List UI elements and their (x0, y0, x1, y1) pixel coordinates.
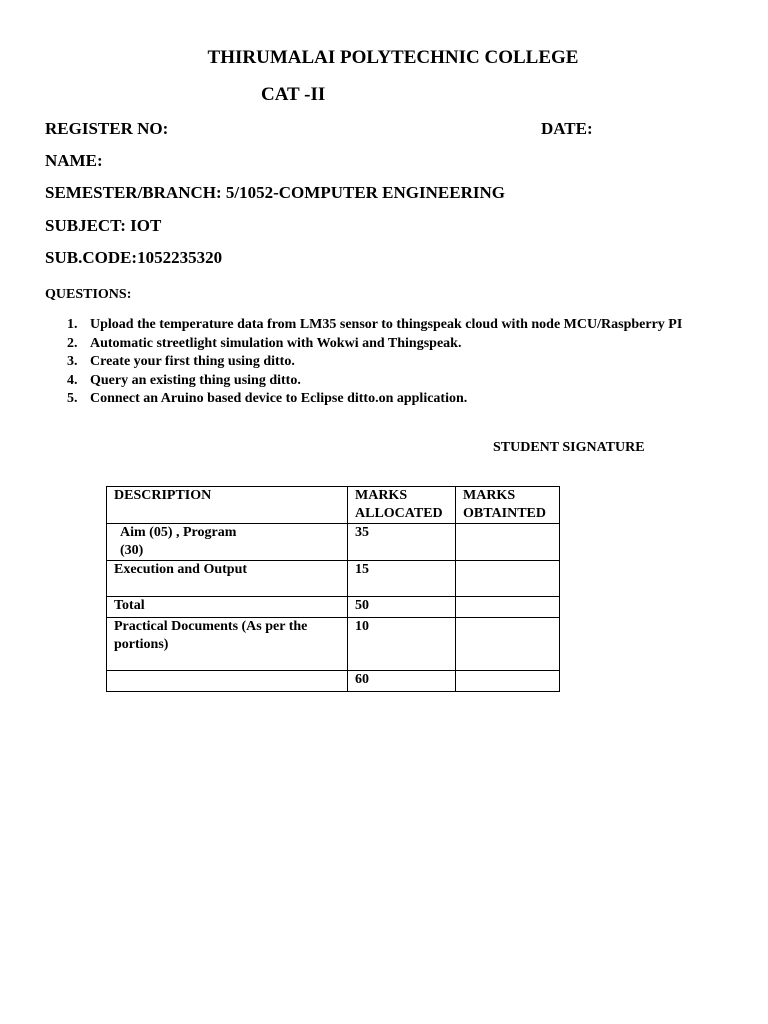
register-no-label: REGISTER NO: (45, 119, 169, 138)
table-row (107, 561, 560, 597)
semester-branch: SEMESTER/BRANCH: 5/1052-COMPUTER ENGINEERING (45, 183, 505, 202)
question-number: 1. (67, 317, 78, 332)
question-number: 5. (67, 391, 78, 406)
question-item (67, 372, 720, 391)
row-allocated: 10 (348, 618, 456, 671)
row-allocated: 60 (348, 671, 456, 692)
sub-code: SUB.CODE:1052235320 (45, 248, 223, 267)
date-label: DATE: (541, 119, 593, 138)
row-obtained (456, 561, 560, 597)
marks-table (106, 486, 560, 692)
table-row (107, 524, 560, 561)
student-signature-label: STUDENT SIGNATURE (493, 440, 645, 455)
row-obtained (456, 597, 560, 618)
row-description-text: Aim (05) , Program (30) (120, 525, 237, 558)
row-obtained (456, 618, 560, 671)
table-row (107, 671, 560, 692)
question-text: Connect an Aruino based device to Eclipse ditto.on application. (90, 391, 468, 406)
row-allocated: 15 (348, 561, 456, 597)
question-item (67, 353, 720, 372)
question-text: Create your first thing using ditto. (90, 354, 295, 369)
header-description: DESCRIPTION (107, 487, 348, 524)
question-item (67, 316, 720, 335)
name-label: NAME: (45, 151, 103, 170)
row-obtained (456, 671, 560, 692)
header-marks-allocated: MARKS ALLOCATED (348, 487, 456, 524)
question-number: 3. (67, 354, 78, 369)
header-marks-obtained: MARKS OBTAINTED (456, 487, 560, 524)
questions-heading: QUESTIONS: (45, 287, 132, 302)
table-row (107, 597, 560, 618)
row-allocated: 50 (348, 597, 456, 618)
question-number: 4. (67, 372, 78, 388)
row-description: Execution and Output (107, 561, 348, 597)
question-list (67, 316, 720, 409)
question-number: 2. (67, 335, 78, 351)
question-text: Automatic streetlight simulation with Wokwi and Thingspeak. (90, 335, 462, 351)
table-header-row (107, 487, 560, 524)
subject: SUBJECT: IOT (45, 216, 162, 235)
question-text: Query an existing thing using ditto. (90, 372, 301, 388)
row-description: Practical Documents (As per the portions) (107, 618, 348, 671)
row-description (107, 524, 348, 561)
college-name: THIRUMALAI POLYTECHNIC COLLEGE (207, 47, 579, 68)
question-text: Upload the temperature data from LM35 sensor to thingspeak cloud with node MCU/Raspberry PI (90, 317, 683, 332)
row-allocated: 35 (348, 524, 456, 561)
row-obtained (456, 524, 560, 561)
table-row (107, 618, 560, 671)
question-item (67, 335, 720, 354)
row-description: Total (107, 597, 348, 618)
question-item (67, 390, 720, 409)
row-description (107, 671, 348, 692)
exam-title: CAT -II (261, 84, 326, 105)
